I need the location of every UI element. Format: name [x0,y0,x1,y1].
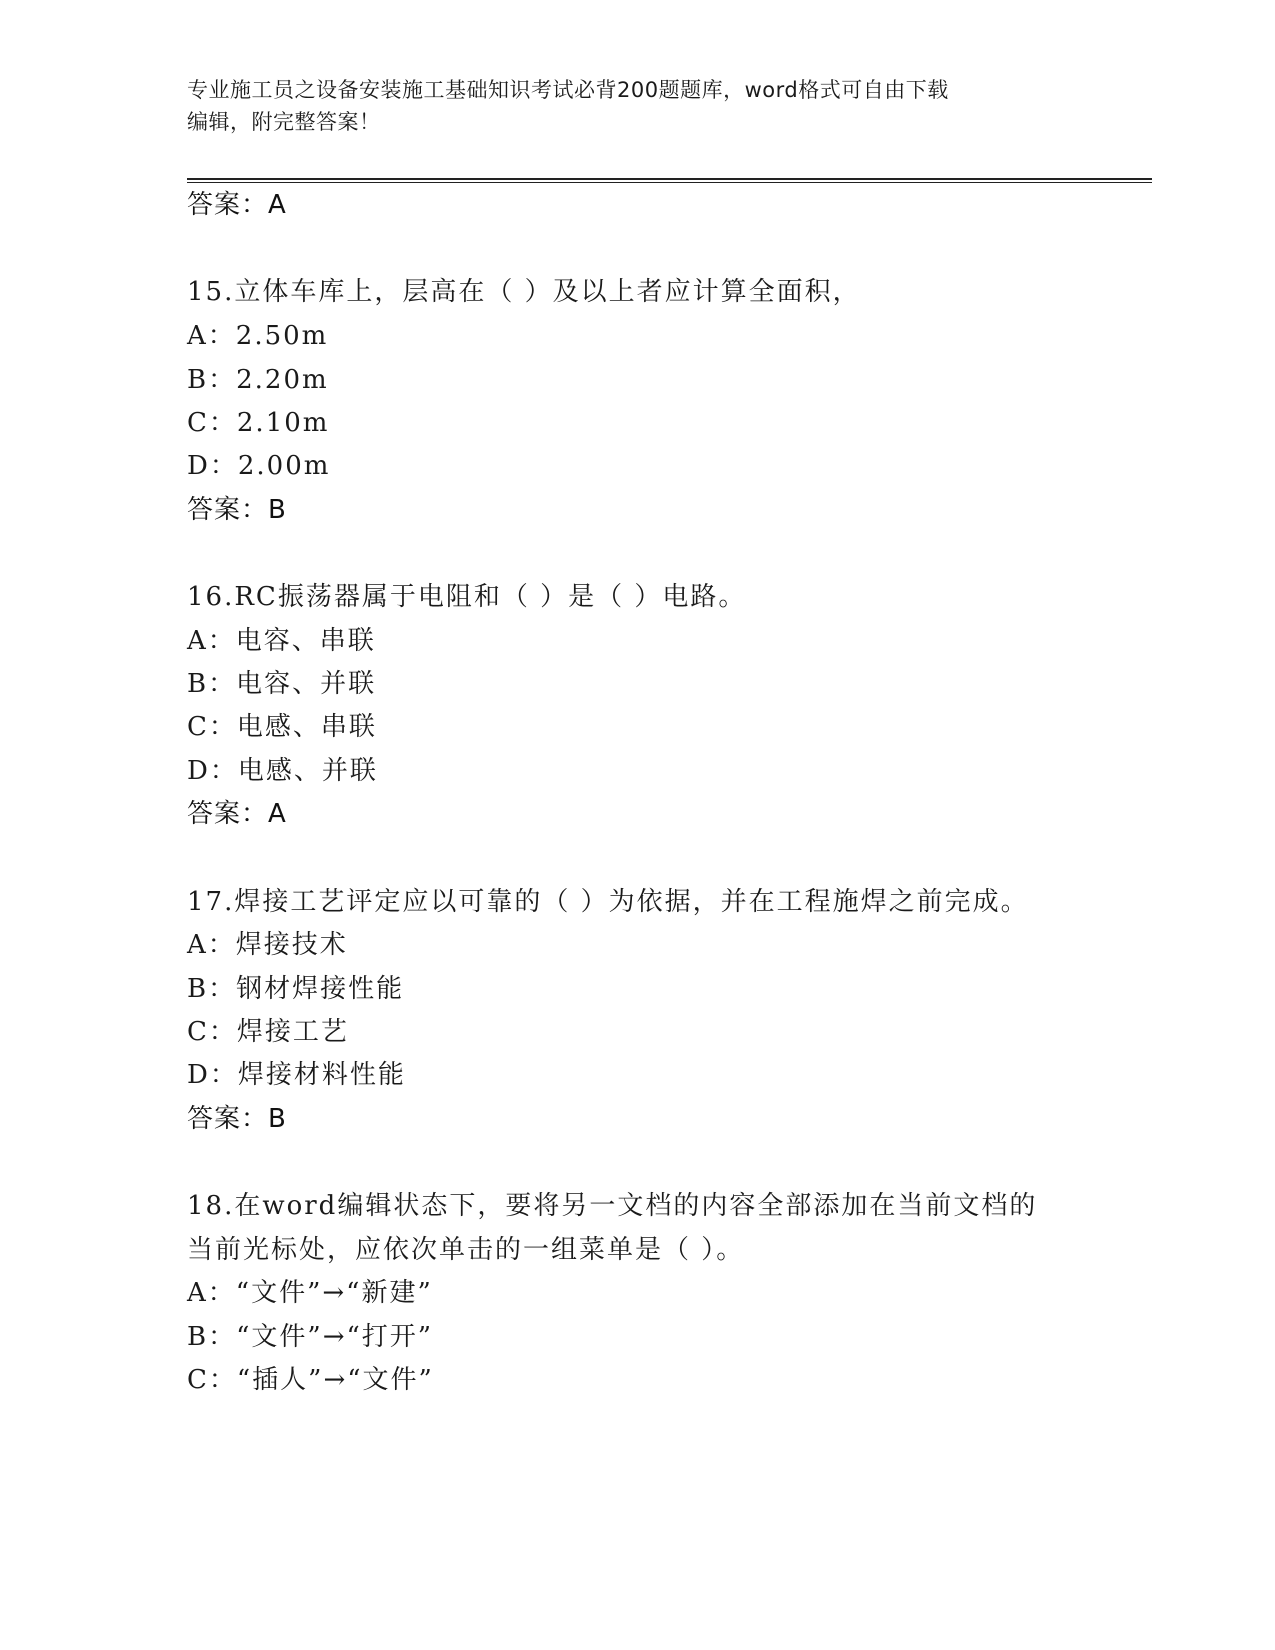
question-15-option-d: D：2.00m [187,451,331,481]
question-15-stem: 15.立体车库上，层高在（ ）及以上者应计算全面积， [187,277,861,307]
header-line-1: 专业施工员之设备安装施工基础知识考试必背200题题库，word格式可自由下载 [187,78,949,102]
question-16-option-c: C：电感、串联 [187,712,377,742]
question-18-stem-line-1: 18.在word编辑状态下，要将另一文档的内容全部添加在当前文档的 [187,1191,1038,1221]
question-18-option-a: A：“文件”→“新建” [187,1278,433,1308]
question-17-option-d: D：焊接材料性能 [187,1060,406,1090]
question-17-answer: 答案：B [187,1104,287,1134]
answer-line: 答案：A [187,190,287,220]
question-16-answer: 答案：A [187,799,287,829]
question-17-stem: 17.焊接工艺评定应以可靠的（ ）为依据，并在工程施焊之前完成。 [187,887,1029,917]
document-header [187,74,1087,138]
question-17-option-b: B：钢材焊接性能 [187,974,405,1004]
question-18-option-c: C：“插人”→“文件” [187,1365,434,1395]
question-17-option-a: A：焊接技术 [187,930,348,960]
question-15-answer: 答案：B [187,495,287,525]
question-15-option-c: C：2.10m [187,408,330,438]
question-16-option-b: B：电容、并联 [187,669,377,699]
question-15-option-a: A：2.50m [187,321,329,351]
question-16-option-d: D：电感、并联 [187,756,378,786]
header-divider [187,178,1152,183]
question-16-option-a: A：电容、串联 [187,626,376,656]
question-16-stem: 16.RC振荡器属于电阻和（ ）是（ ）电路。 [187,582,747,612]
question-18-option-b: B：“文件”→“打开” [187,1322,434,1352]
question-18-stem-line-2: 当前光标处，应依次单击的一组菜单是（ ）。 [187,1235,745,1265]
question-17-option-c: C：焊接工艺 [187,1017,349,1047]
question-15-option-b: B：2.20m [187,365,329,395]
header-line-2: 编辑，附完整答案！ [187,110,381,134]
